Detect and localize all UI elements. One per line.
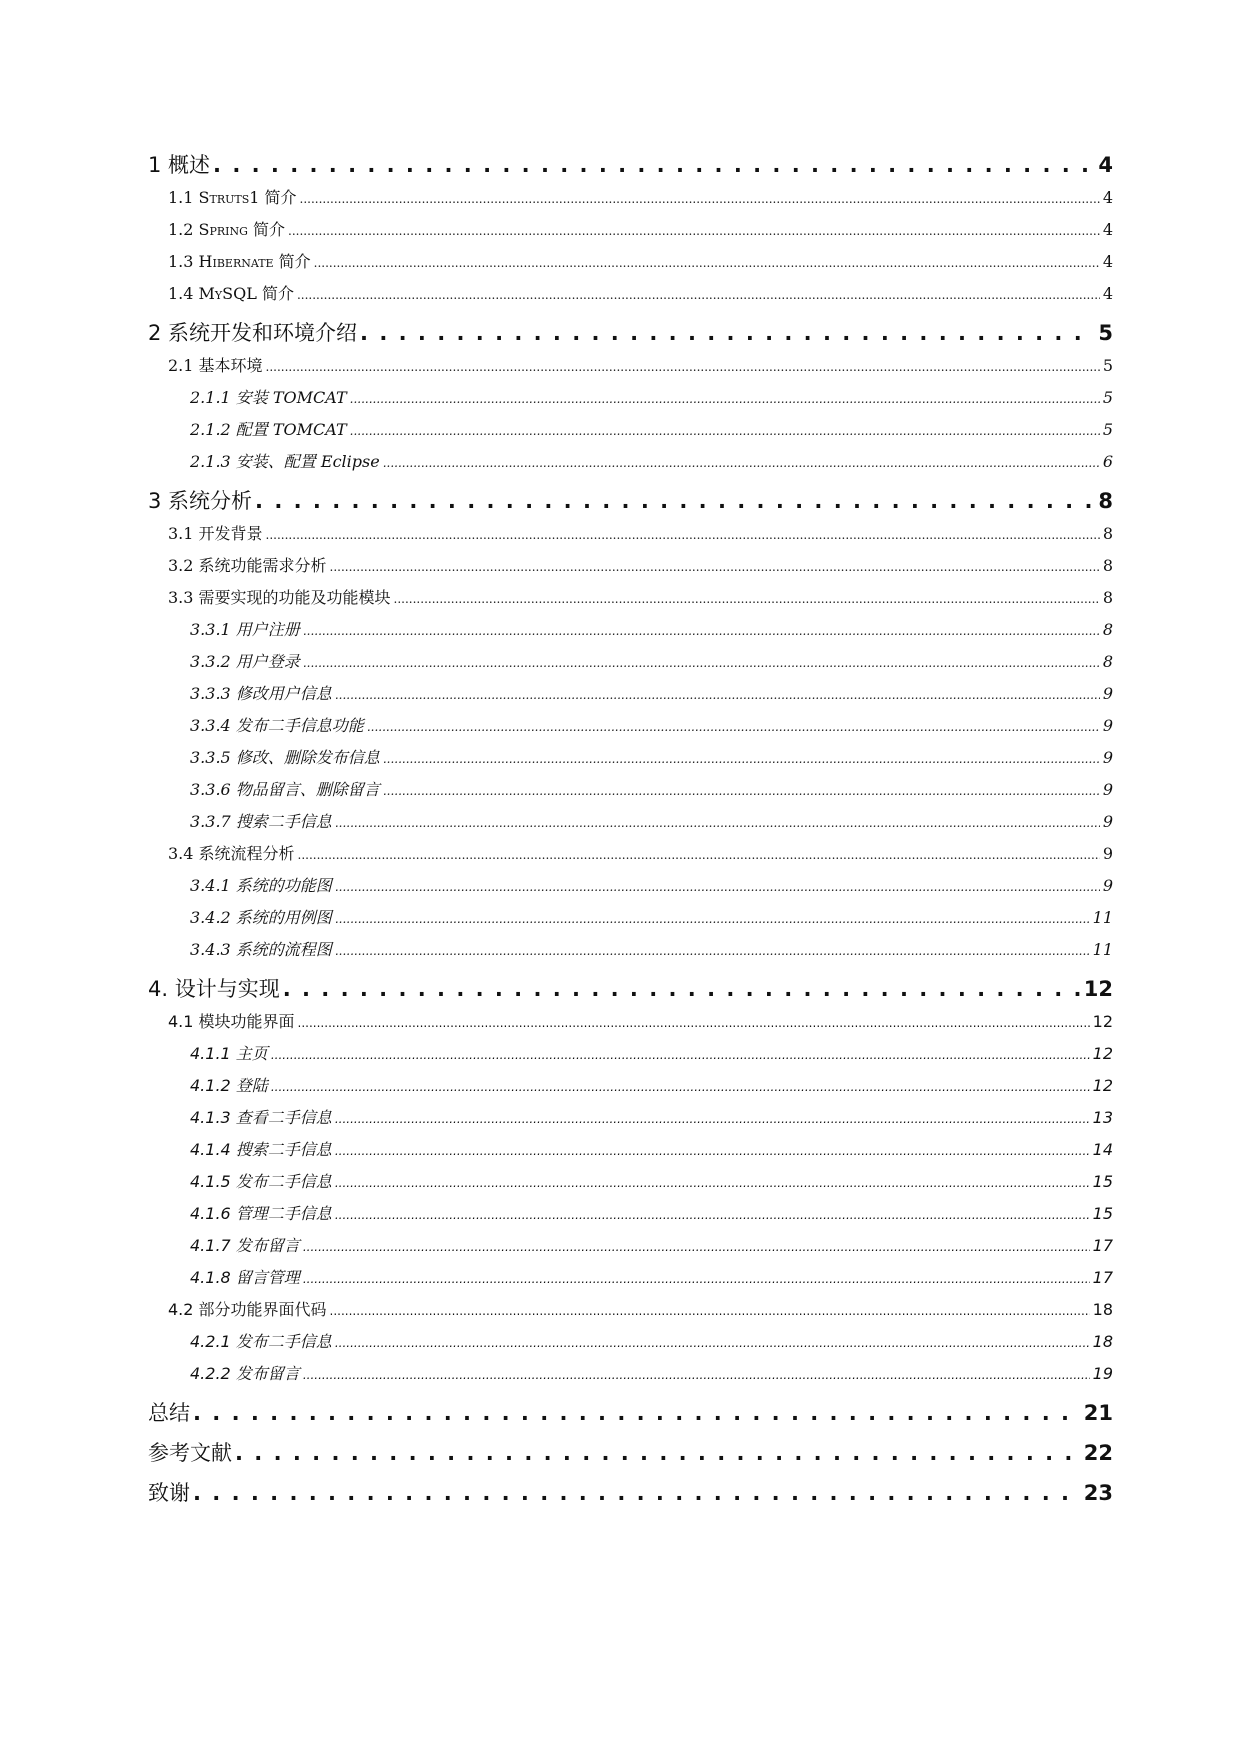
toc-page-number: 9 [1102,780,1113,799]
dot-leader [360,316,1095,350]
toc-section-entry[interactable] [148,838,1113,870]
toc-entry-title: 3.4.2 系统的用例图 [190,908,332,927]
toc-subsection-entry[interactable] [148,614,1113,646]
toc-entry-title: 3.1 开发背景 [168,524,263,543]
toc-page-number: 4 [1102,188,1113,207]
toc-entry-title: 3.3.1 用户注册 [190,620,300,639]
toc-entry-title: 2.1.2 配置 TOMCAT [190,420,347,439]
toc-entry-title: 4.1.8 留言管理 [190,1268,300,1287]
dot-leader [330,1294,1090,1327]
toc-entry-title: 4.1.4 搜索二手信息 [190,1140,332,1159]
toc-page-number: 5 [1102,356,1113,375]
toc-subsection-entry[interactable] [148,774,1113,806]
toc-page-number: 15 [1092,1204,1113,1223]
toc-page-number: 9 [1102,748,1113,767]
toc-subsection-entry[interactable] [148,934,1113,966]
toc-entry-title: 3.4.3 系统的流程图 [190,940,332,959]
toc-subsection-entry[interactable] [148,902,1113,934]
dot-leader [303,614,1100,647]
toc-subsection-entry[interactable] [148,1102,1113,1134]
toc-page-number: 11 [1092,908,1113,927]
dot-leader [383,446,1100,479]
toc-page-number: 4 [1102,284,1113,303]
toc-subsection-entry[interactable] [148,446,1113,478]
toc-page-number: 17 [1092,1268,1113,1287]
toc-page-number: 9 [1102,684,1113,703]
dot-leader [193,1476,1081,1510]
toc-entry-title: 4.2 部分功能界面代码 [168,1300,327,1319]
toc-entry-title: 3.3.4 发布二手信息功能 [190,716,364,735]
toc-subsection-entry[interactable] [148,1070,1113,1102]
toc-entry-title: 3.3.3 修改用户信息 [190,684,332,703]
toc-entry-title: 3.3.5 修改、删除发布信息 [190,748,380,767]
toc-entry-title: 总结 [148,1401,190,1425]
dot-leader [300,182,1100,215]
toc-subsection-entry[interactable] [148,1326,1113,1358]
toc-section-entry[interactable] [148,1006,1113,1038]
dot-leader [335,1198,1090,1231]
toc-entry-title: 1.3 Hibernate 简介 [168,252,311,271]
dot-leader [266,518,1100,551]
dot-leader [394,582,1100,615]
dot-leader [335,870,1100,903]
dot-leader [271,1038,1090,1071]
dot-leader [298,838,1100,871]
toc-subsection-entry[interactable] [148,1038,1113,1070]
toc-entry-title: 4.2.2 发布留言 [190,1364,300,1383]
dot-leader [335,806,1100,839]
toc-section-entry[interactable] [148,582,1113,614]
dot-leader [255,484,1095,518]
toc-page-number: 9 [1102,844,1113,863]
dot-leader [330,550,1100,583]
toc-page-number: 8 [1102,620,1113,639]
toc-entry-title: 3 系统分析 [148,489,253,513]
toc-entry-title: 3.3.7 搜索二手信息 [190,812,332,831]
toc-subsection-entry[interactable] [148,1358,1113,1390]
toc-page-number: 8 [1102,524,1113,543]
toc-section-entry[interactable] [148,182,1113,214]
toc-page-number: 9 [1102,812,1113,831]
toc-subsection-entry[interactable] [148,710,1113,742]
dot-leader [335,1166,1090,1199]
toc-chapter-entry[interactable] [148,972,1113,1006]
toc-entry-title: 3.4.1 系统的功能图 [190,876,332,895]
toc-section-entry[interactable] [148,518,1113,550]
toc-subsection-entry[interactable] [148,1166,1113,1198]
toc-entry-title: 参考文献 [148,1441,232,1465]
dot-leader [335,1102,1090,1135]
toc-entry-title: 4.2.1 发布二手信息 [190,1332,332,1351]
toc-page-number: 23 [1083,1481,1113,1505]
toc-entry-title: 2.1 基本环境 [168,356,263,375]
toc-chapter-entry[interactable] [148,316,1113,350]
toc-entry-title: 1 概述 [148,153,211,177]
toc-page-number: 8 [1102,588,1113,607]
toc-entry-title: 4.1.3 查看二手信息 [190,1108,332,1127]
toc-entry-title: 4.1.5 发布二手信息 [190,1172,332,1191]
toc-entry-title: 4.1.2 登陆 [190,1076,268,1095]
dot-leader [303,646,1100,679]
toc-page-number: 9 [1102,716,1113,735]
toc-section-entry[interactable] [148,550,1113,582]
dot-leader [367,710,1100,743]
toc-page-number: 6 [1102,452,1113,471]
toc-section-entry[interactable] [148,350,1113,382]
toc-page-number: 15 [1092,1172,1113,1191]
toc-subsection-entry[interactable] [148,742,1113,774]
toc-entry-title: 4. 设计与实现 [148,977,280,1001]
table-of-contents [148,148,1113,1510]
toc-section-entry[interactable] [148,1294,1113,1326]
toc-page-number: 5 [1102,420,1113,439]
dot-leader [213,148,1095,182]
toc-entry-title: 2.1.1 安装 TOMCAT [190,388,347,407]
toc-page-number: 8 [1102,556,1113,575]
toc-subsection-entry[interactable] [148,1134,1113,1166]
dot-leader [303,1358,1090,1391]
toc-entry-title: 4.1 模块功能界面 [168,1012,295,1031]
toc-subsection-entry[interactable] [148,1262,1113,1294]
dot-leader [266,350,1100,383]
dot-leader [350,414,1100,447]
toc-page-number: 5 [1098,321,1113,345]
toc-page-number: 5 [1102,388,1113,407]
toc-entry-title: 2.1.3 安装、配置 Eclipse [190,452,380,471]
dot-leader [283,972,1081,1006]
dot-leader [383,742,1100,775]
toc-section-entry[interactable] [148,246,1113,278]
toc-chapter-entry[interactable] [148,1476,1113,1510]
toc-page-number: 18 [1092,1300,1113,1319]
toc-entry-title: 3.3 需要实现的功能及功能模块 [168,588,391,607]
toc-page-number: 8 [1102,652,1113,671]
toc-subsection-entry[interactable] [148,806,1113,838]
toc-entry-title: 4.1.6 管理二手信息 [190,1204,332,1223]
dot-leader [314,246,1100,279]
toc-entry-title: 3.3.2 用户登录 [190,652,300,671]
toc-chapter-entry[interactable] [148,484,1113,518]
toc-page-number: 21 [1083,1401,1113,1425]
toc-entry-title: 3.4 系统流程分析 [168,844,295,863]
toc-page-number: 19 [1092,1364,1113,1383]
toc-page-number: 8 [1098,489,1113,513]
toc-page-number: 12 [1092,1012,1113,1031]
toc-page-number: 18 [1092,1332,1113,1351]
toc-page-number: 11 [1092,940,1113,959]
toc-chapter-entry[interactable] [148,148,1113,182]
toc-page-number: 4 [1098,153,1113,177]
toc-subsection-entry[interactable] [148,1198,1113,1230]
dot-leader [235,1436,1081,1470]
toc-entry-title: 2 系统开发和环境介绍 [148,321,358,345]
toc-subsection-entry[interactable] [148,382,1113,414]
dot-leader [303,1262,1090,1295]
toc-page-number: 12 [1092,1044,1113,1063]
dot-leader [193,1396,1081,1430]
dot-leader [383,774,1100,807]
toc-page-number: 13 [1092,1108,1113,1127]
dot-leader [350,382,1100,415]
dot-leader [335,902,1090,935]
dot-leader [297,278,1100,311]
toc-page-number: 4 [1102,252,1113,271]
dot-leader [271,1070,1090,1103]
toc-entry-title: 3.2 系统功能需求分析 [168,556,327,575]
toc-entry-title: 致谢 [148,1481,190,1505]
dot-leader [335,1326,1090,1359]
toc-entry-title: 3.3.6 物品留言、删除留言 [190,780,380,799]
toc-entry-title: 1.4 MySQL 简介 [168,284,294,303]
toc-subsection-entry[interactable] [148,678,1113,710]
toc-chapter-entry[interactable] [148,1396,1113,1430]
toc-entry-title: 4.1.1 主页 [190,1044,268,1063]
toc-section-entry[interactable] [148,214,1113,246]
dot-leader [288,214,1100,247]
dot-leader [303,1230,1090,1263]
toc-entry-title: 1.1 Struts1 简介 [168,188,297,207]
toc-chapter-entry[interactable] [148,1436,1113,1470]
toc-page-number: 12 [1092,1076,1113,1095]
toc-subsection-entry[interactable] [148,414,1113,446]
toc-page-number: 17 [1092,1236,1113,1255]
toc-subsection-entry[interactable] [148,870,1113,902]
toc-page-number: 14 [1092,1140,1113,1159]
toc-page-number: 9 [1102,876,1113,895]
dot-leader [298,1006,1090,1039]
toc-entry-title: 1.2 Spring 简介 [168,220,286,239]
toc-page-number: 22 [1083,1441,1113,1465]
dot-leader [335,934,1090,967]
toc-page-number: 12 [1083,977,1113,1001]
toc-subsection-entry[interactable] [148,1230,1113,1262]
toc-subsection-entry[interactable] [148,646,1113,678]
toc-page-number: 4 [1102,220,1113,239]
toc-section-entry[interactable] [148,278,1113,310]
dot-leader [335,678,1100,711]
toc-entry-title: 4.1.7 发布留言 [190,1236,300,1255]
dot-leader [335,1134,1090,1167]
